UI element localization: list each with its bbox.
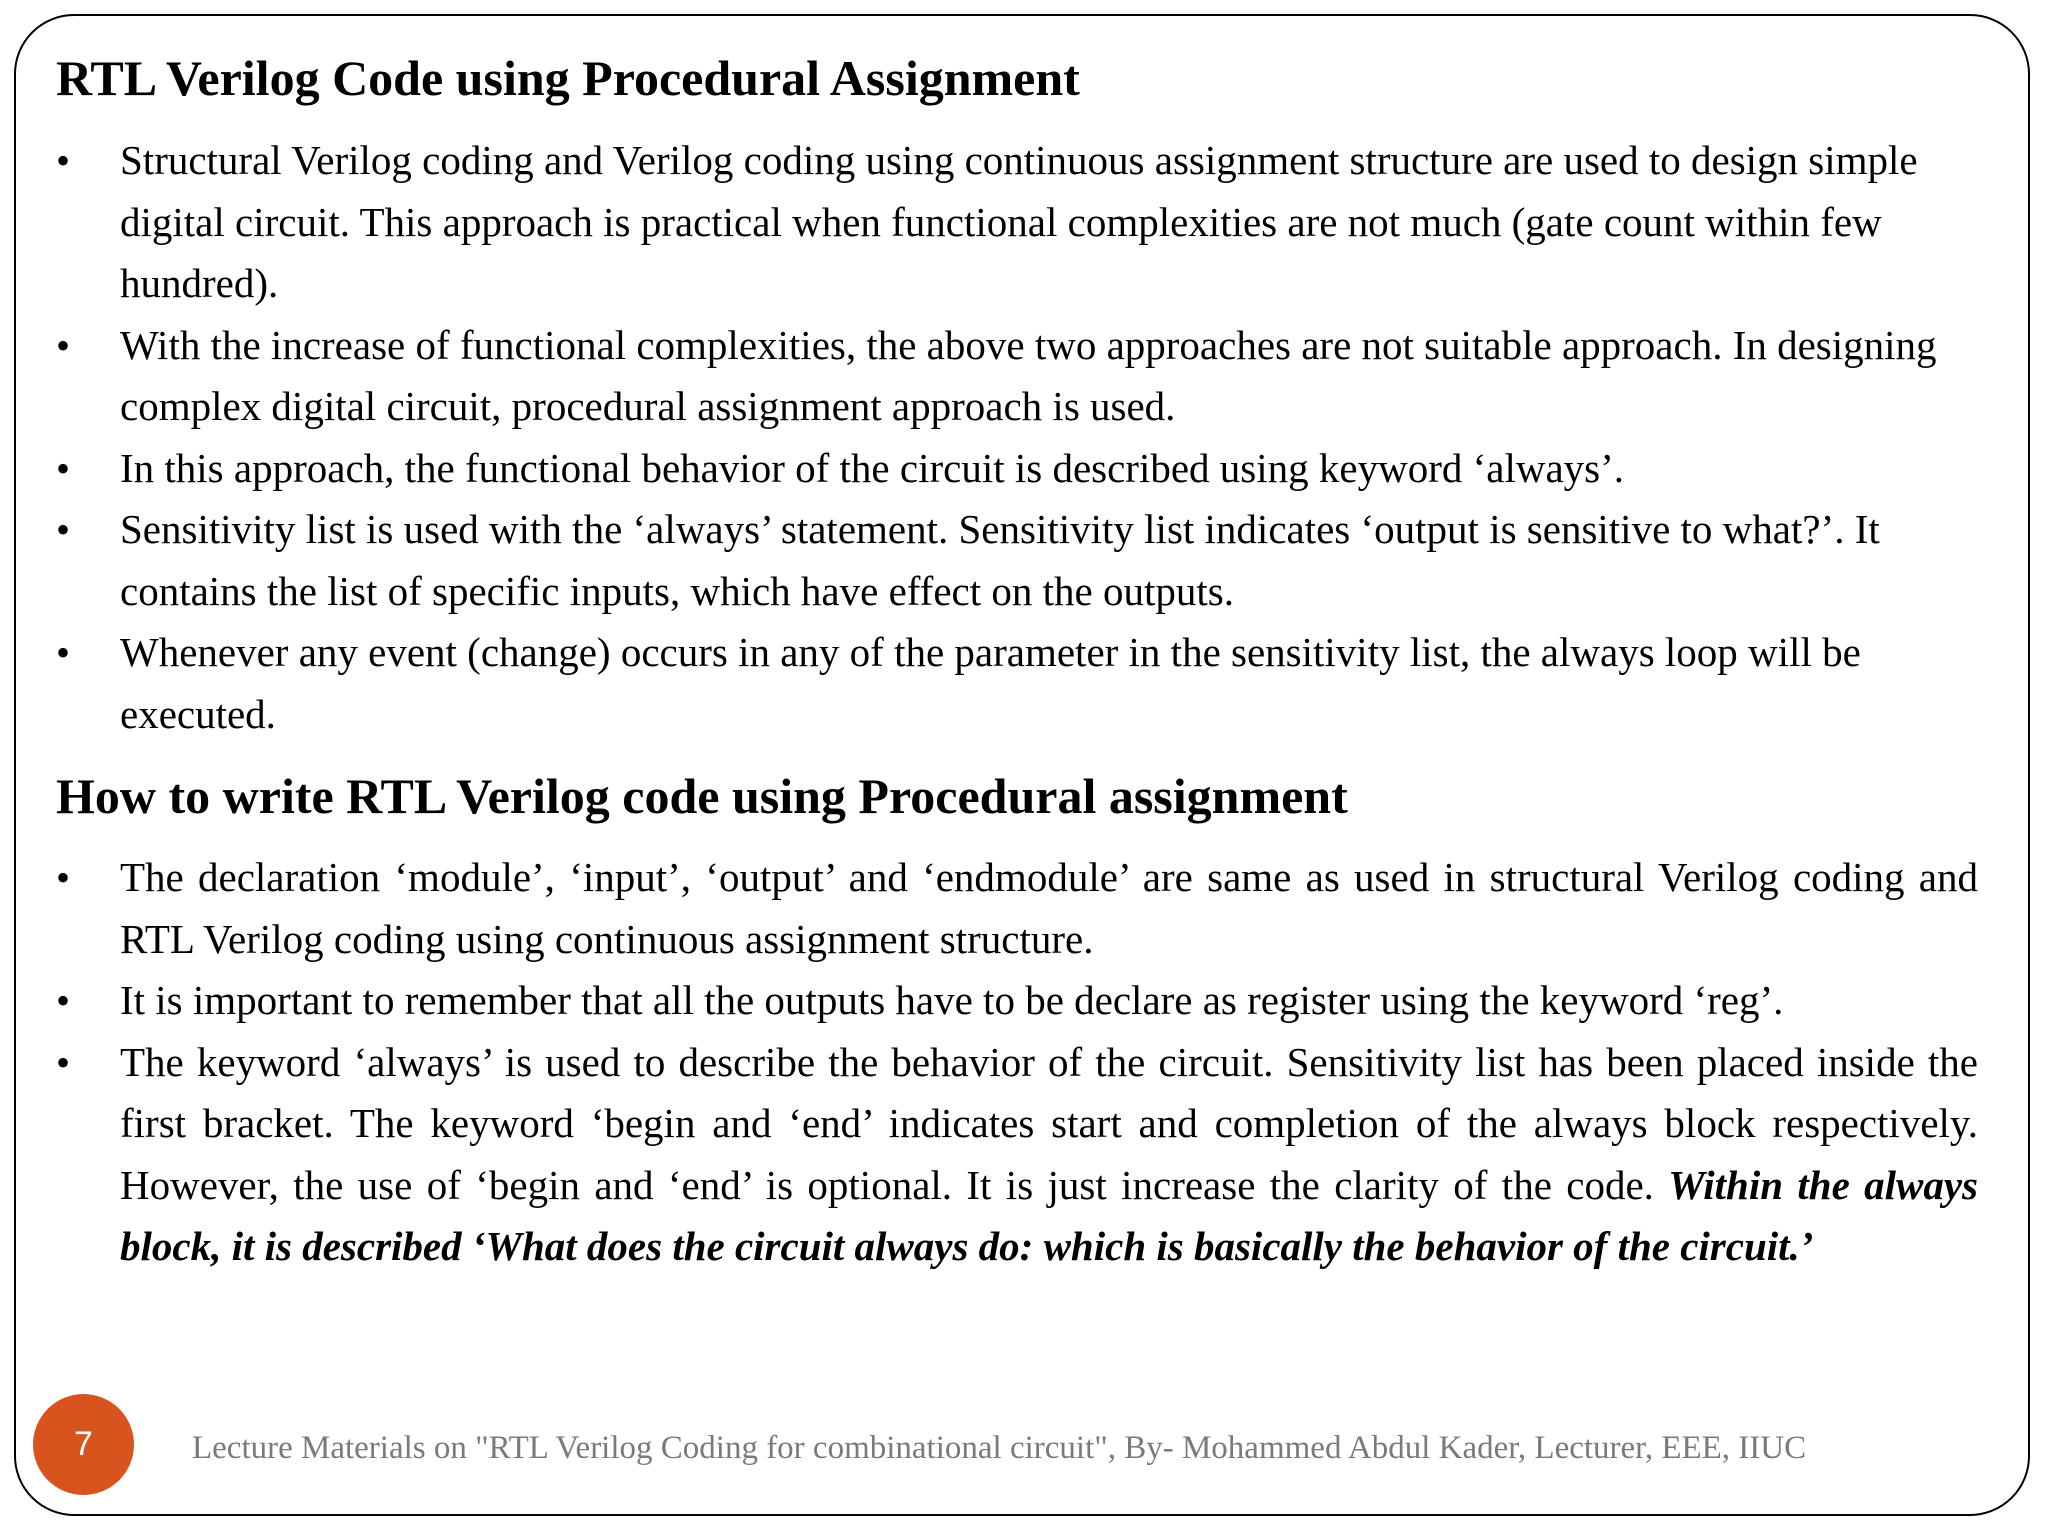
- bullet-text: In this approach, the functional behavior of the circuit is described using keyword ‘always’.: [120, 444, 1625, 491]
- bullet-icon: •: [56, 138, 71, 183]
- page-number-badge: 7: [33, 1394, 134, 1495]
- emphasis-text: Within the always block, it is described ‘What does the circuit always do: which is basically the behavior of the circuit.’: [120, 1161, 1979, 1269]
- bullet-icon: •: [56, 855, 71, 900]
- list-item: [56, 622, 1978, 745]
- footer-credit: Lecture Materials on "RTL Verilog Coding for combinational circuit", By- Mohammed Abdul Kader, Lecturer, EEE, IIUC: [192, 1430, 1807, 1466]
- bullet-icon: •: [56, 445, 71, 491]
- list-item: [56, 847, 1978, 970]
- bullet-text: Structural Verilog coding and Verilog coding using continuous assignment structure are used to design simple digital circuit. This approach is practical when functional complexities are not much (gate count within few hundred).: [120, 137, 1918, 306]
- section-title-how-to-write: How to write RTL Verilog code using Procedural assignment: [56, 768, 1348, 824]
- bullet-icon: •: [56, 630, 71, 675]
- list-item: [56, 315, 1978, 438]
- list-item: [56, 130, 1978, 315]
- bullet-icon: •: [56, 1039, 71, 1085]
- list-item: [56, 1032, 1978, 1278]
- bullet-text: It is important to remember that all the outputs have to be declare as register using the keyword ‘reg’.: [120, 977, 1784, 1023]
- bullet-icon: •: [56, 507, 71, 552]
- bullet-text: With the increase of functional complexities, the above two approaches are not suitable approach. In designing complex digital circuit, procedural assignment approach is used.: [120, 321, 1937, 429]
- list-item: [56, 438, 1978, 500]
- bullet-text: Sensitivity list is used with the ‘always’ statement. Sensitivity list indicates ‘output is sensitive to what?’. It contains the list of specific inputs, which have effect on the outputs.: [120, 506, 1880, 614]
- list-item: [56, 970, 1978, 1032]
- bullet-list-procedural: [56, 130, 1978, 745]
- section-title-procedural-assignment: RTL Verilog Code using Procedural Assignment: [56, 50, 1080, 106]
- list-item: [56, 499, 1978, 622]
- bullet-text: The declaration ‘module’, ‘input’, ‘output’ and ‘endmodule’ are same as used in structural Verilog coding and RTL Verilog coding using continuous assignment structure.: [120, 854, 1978, 962]
- bullet-text: The keyword ‘always’ is used to describe the behavior of the circuit. Sensitivity list has been placed inside the first bracket. The keyword ‘begin and ‘end’ indicates start and completion of the always block respectively. However, the use of ‘begin and ‘end’ is optional. It is just increase the clarity of the code.: [120, 1038, 1978, 1208]
- bullet-icon: •: [56, 322, 71, 368]
- bullet-text: Whenever any event (change) occurs in any of the parameter in the sensitivity list, the always loop will be executed.: [120, 629, 1861, 737]
- bullet-list-how-to-write: [56, 847, 1978, 1278]
- bullet-icon: •: [56, 978, 71, 1023]
